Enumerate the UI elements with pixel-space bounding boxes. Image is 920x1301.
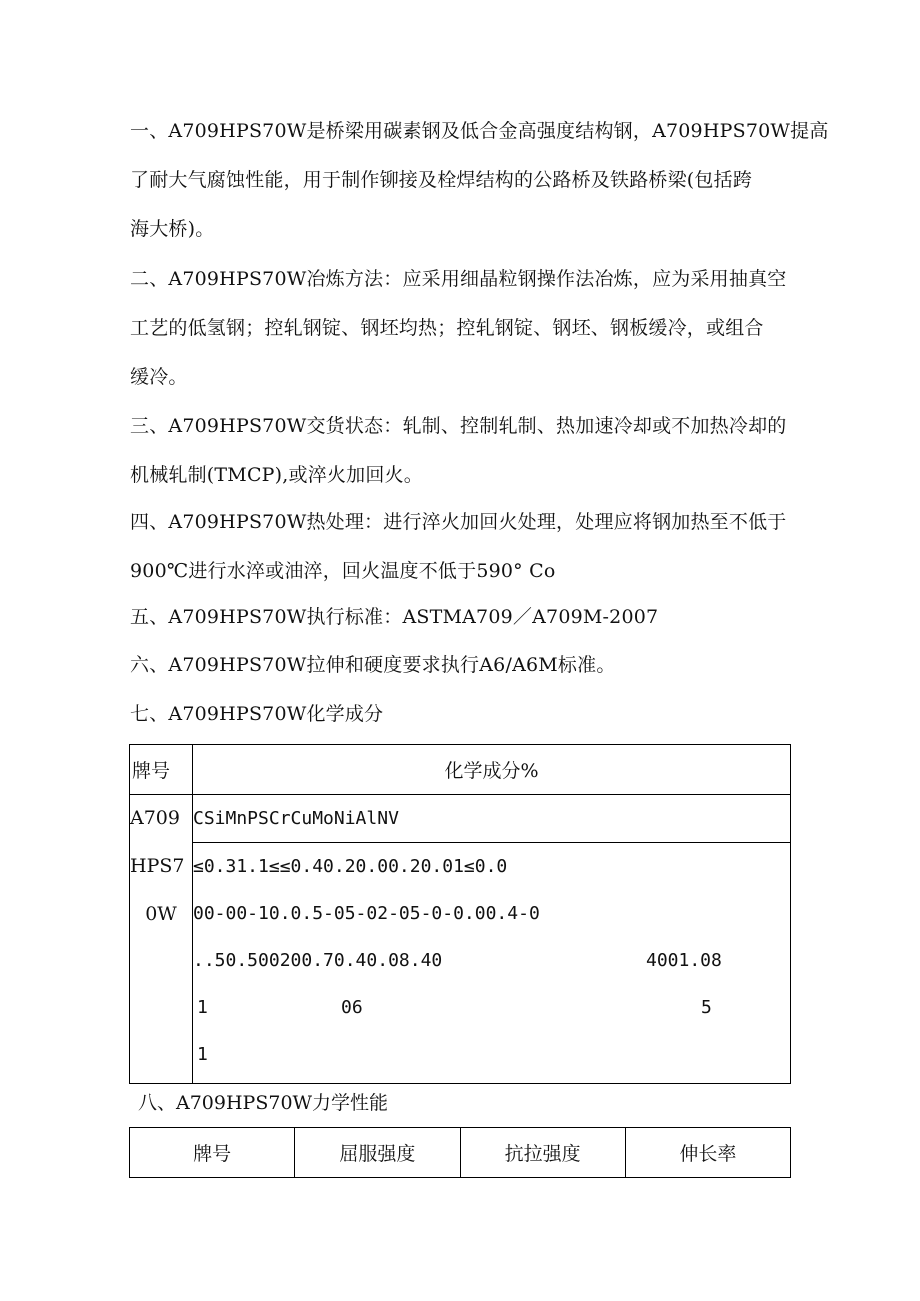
section-8-title: 八、A709HPS70W力学性能 (138, 1092, 389, 1114)
text-line: 海大桥)。 (130, 218, 215, 240)
paragraph-3 (130, 402, 795, 500)
text-line: 了耐大气腐蚀性能，用于制作铆接及栓焊结构的公路桥及铁路桥梁(包括跨 (130, 169, 753, 191)
values-line (193, 937, 790, 984)
values-text: 00-00-10.0.5-05-02-05-0-0.00.4-0 (193, 903, 540, 924)
grade-cell (130, 795, 193, 1084)
values-line (193, 843, 790, 890)
values-text: 1 (197, 1044, 208, 1065)
text-line: 五、A709HPS70W执行标准：ASTMA709／A709M-2007 (130, 606, 659, 628)
paragraph-2 (130, 255, 795, 402)
header-elongation: 伸长率 (625, 1128, 790, 1178)
mechanical-properties-table (129, 1127, 791, 1178)
elements-cell (193, 795, 791, 843)
values-text: ≤0.31.1≤≤0.40.20.00.20.01≤0.0 (193, 856, 508, 877)
values-text: 4001.08 (646, 950, 722, 971)
header-yield-strength: 屈服强度 (295, 1128, 460, 1178)
header-grade: 牌号 (130, 1128, 295, 1178)
text-line: 六、A709HPS70W拉伸和硬度要求执行A6/A6M标准。 (130, 654, 616, 676)
values-text: 5 (701, 997, 712, 1018)
header-tensile-strength: 抗拉强度 (460, 1128, 625, 1178)
section-7-title (130, 690, 795, 739)
text-line: 机械轧制(TMCP),或淬火加回火。 (130, 464, 423, 486)
values-line (193, 984, 790, 1031)
paragraph-1 (130, 107, 829, 254)
values-text: 1 (197, 997, 208, 1018)
table-row (130, 843, 791, 1084)
paragraph-5 (130, 593, 795, 642)
grade-line: HPS7 (130, 855, 185, 877)
elements-list: CSiMnPSCrCuMoNiAlNV (193, 808, 399, 829)
values-text: 06 (341, 997, 363, 1018)
values-line (193, 1031, 790, 1078)
grade-line: 0W (145, 903, 177, 925)
text-line: 一、A709HPS70W是桥梁用碳素钢及低合金高强度结构钢，A709HPS70W提高 (130, 120, 829, 142)
values-line (193, 890, 790, 937)
chemical-composition-table (129, 744, 791, 1084)
text-line: 三、A709HPS70W交货状态：轧制、控制轧制、热加速冷却或不加热冷却的 (130, 415, 787, 437)
table-header-row (130, 745, 791, 795)
text-line: 900℃进行水淬或油淬，回火温度不低于590° Co (130, 560, 556, 582)
text-line: 七、A709HPS70W化学成分 (130, 703, 384, 725)
header-grade: 牌号 (130, 745, 193, 795)
values-cell (193, 843, 791, 1084)
paragraph-4 (130, 498, 795, 596)
grade-line: A709 (130, 807, 180, 829)
text-line: 四、A709HPS70W热处理：进行淬火加回火处理，处理应将钢加热至不低于 (130, 511, 787, 533)
table-header-row (130, 1128, 791, 1178)
text-line: 工艺的低氢钢；控轧钢锭、钢坯均热；控轧钢锭、钢坯、钢板缓冷，或组合 (130, 317, 764, 339)
text-line: 缓冷。 (130, 366, 188, 388)
values-text: ..50.500200.70.40.08.40 (193, 950, 443, 971)
table-row (130, 795, 791, 843)
paragraph-6 (130, 641, 795, 690)
text-line: 二、A709HPS70W冶炼方法：应采用细晶粒钢操作法冶炼，应为采用抽真空 (130, 268, 787, 290)
header-chemistry: 化学成分% (193, 745, 791, 795)
